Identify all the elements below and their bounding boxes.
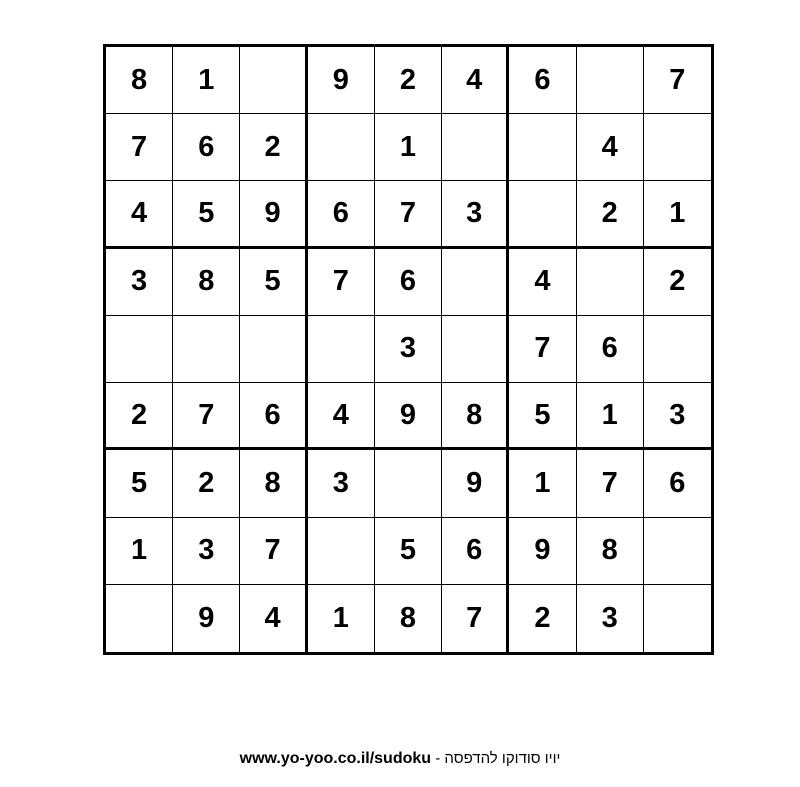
sudoku-cell-given: 2	[240, 114, 307, 181]
sudoku-cell-given: 9	[240, 181, 307, 248]
sudoku-cell-given: 5	[173, 181, 240, 248]
sudoku-cell-given: 5	[240, 249, 307, 316]
sudoku-cell-given: 7	[106, 114, 173, 181]
sudoku-cell-given: 3	[173, 518, 240, 585]
sudoku-cell-given: 8	[240, 450, 307, 517]
sudoku-cell-given: 1	[577, 383, 644, 450]
sudoku-cell-given: 1	[509, 450, 576, 517]
sudoku-cell-empty[interactable]	[308, 518, 375, 585]
sudoku-cell-given: 8	[442, 383, 509, 450]
sudoku-cell-given: 5	[509, 383, 576, 450]
sudoku-cell-given: 8	[577, 518, 644, 585]
sudoku-cell-given: 4	[240, 585, 307, 652]
sudoku-cell-given: 8	[106, 47, 173, 114]
footer-url[interactable]: www.yo-yoo.co.il/sudoku	[239, 750, 432, 767]
sudoku-cell-empty[interactable]	[173, 316, 240, 383]
sudoku-cell-empty[interactable]	[509, 181, 576, 248]
sudoku-cell-given: 9	[375, 383, 442, 450]
sudoku-cell-given: 6	[509, 47, 576, 114]
sudoku-cell-given: 5	[106, 450, 173, 517]
sudoku-cell-given: 3	[106, 249, 173, 316]
sudoku-cell-given: 4	[509, 249, 576, 316]
sudoku-cell-given: 7	[509, 316, 576, 383]
sudoku-cell-empty[interactable]	[308, 114, 375, 181]
sudoku-cell-given: 9	[442, 450, 509, 517]
sudoku-cell-given: 4	[106, 181, 173, 248]
sudoku-cell-given: 6	[173, 114, 240, 181]
footer-separator: -	[431, 750, 445, 767]
sudoku-cell-given: 9	[509, 518, 576, 585]
sudoku-cell-given: 2	[577, 181, 644, 248]
sudoku-cell-given: 2	[106, 383, 173, 450]
sudoku-cell-given: 7	[375, 181, 442, 248]
sudoku-cell-empty[interactable]	[577, 47, 644, 114]
sudoku-cell-empty[interactable]	[240, 316, 307, 383]
sudoku-cell-given: 1	[644, 181, 711, 248]
sudoku-cell-given: 3	[375, 316, 442, 383]
sudoku-cell-given: 1	[375, 114, 442, 181]
sudoku-cell-empty[interactable]	[375, 450, 442, 517]
sudoku-cell-empty[interactable]	[308, 316, 375, 383]
sudoku-cell-empty[interactable]	[106, 585, 173, 652]
sudoku-cell-given: 3	[644, 383, 711, 450]
sudoku-cell-given: 6	[577, 316, 644, 383]
sudoku-cell-empty[interactable]	[106, 316, 173, 383]
footer-hebrew-text: יויו סודוקו להדפסה	[444, 750, 561, 767]
sudoku-cell-empty[interactable]	[442, 114, 509, 181]
sudoku-cell-given: 3	[308, 450, 375, 517]
sudoku-cell-empty[interactable]	[240, 47, 307, 114]
sudoku-cell-given: 2	[173, 450, 240, 517]
sudoku-cell-empty[interactable]	[442, 249, 509, 316]
sudoku-cell-given: 2	[509, 585, 576, 652]
sudoku-cell-given: 7	[577, 450, 644, 517]
sudoku-board	[103, 44, 714, 655]
sudoku-cell-given: 2	[375, 47, 442, 114]
sudoku-cell-given: 7	[240, 518, 307, 585]
sudoku-cell-given: 6	[442, 518, 509, 585]
sudoku-cell-empty[interactable]	[644, 585, 711, 652]
sudoku-cell-given: 6	[644, 450, 711, 517]
sudoku-cell-given: 7	[644, 47, 711, 114]
sudoku-cell-given: 3	[577, 585, 644, 652]
sudoku-cell-given: 9	[173, 585, 240, 652]
sudoku-cell-empty[interactable]	[577, 249, 644, 316]
sudoku-cell-given: 7	[442, 585, 509, 652]
sudoku-cell-given: 1	[106, 518, 173, 585]
sudoku-cell-given: 4	[442, 47, 509, 114]
sudoku-cell-empty[interactable]	[509, 114, 576, 181]
sudoku-cell-given: 1	[173, 47, 240, 114]
sudoku-cell-given: 6	[375, 249, 442, 316]
sudoku-cell-given: 6	[308, 181, 375, 248]
sudoku-cell-empty[interactable]	[644, 114, 711, 181]
sudoku-cell-given: 7	[173, 383, 240, 450]
sudoku-cell-empty[interactable]	[644, 316, 711, 383]
sudoku-cell-given: 8	[375, 585, 442, 652]
sudoku-cell-given: 2	[644, 249, 711, 316]
sudoku-cell-empty[interactable]	[442, 316, 509, 383]
sudoku-cell-given: 9	[308, 47, 375, 114]
sudoku-cell-given: 3	[442, 181, 509, 248]
sudoku-cell-given: 1	[308, 585, 375, 652]
sudoku-cell-given: 7	[308, 249, 375, 316]
sudoku-cell-given: 6	[240, 383, 307, 450]
sudoku-cell-empty[interactable]	[644, 518, 711, 585]
sudoku-cell-given: 4	[308, 383, 375, 450]
footer-credit	[0, 750, 800, 768]
sudoku-cell-given: 8	[173, 249, 240, 316]
sudoku-cell-given: 5	[375, 518, 442, 585]
sudoku-cell-given: 4	[577, 114, 644, 181]
